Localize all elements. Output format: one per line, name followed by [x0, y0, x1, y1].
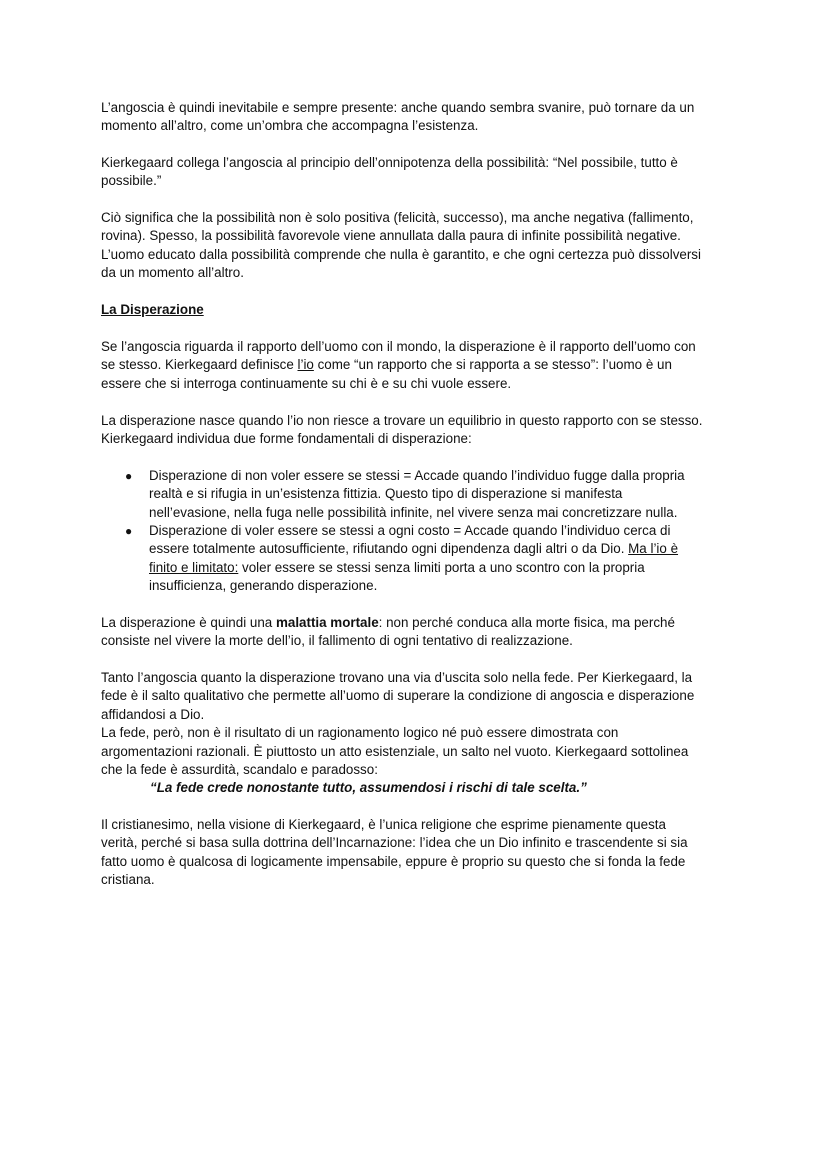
text-line: cristiana. — [101, 872, 155, 888]
text-line: fatto uomo è qualcosa di logicamente impensabile, eppure è proprio su questo che si fonda la fede — [101, 853, 686, 869]
section-heading — [101, 301, 731, 319]
text-line: Kierkegaard individua due forme fondamentali di disperazione: — [101, 431, 472, 447]
text-line: Disperazione di non voler essere se stessi = Accade quando l’individuo fugge dalla propria — [149, 468, 685, 483]
text-run: se stesso. Kierkegaard definisce — [101, 357, 298, 373]
text-line: Se l’angoscia riguarda il rapporto dell’uomo con il mondo, la disperazione è il rapporto dell’uomo con — [101, 339, 696, 354]
text-line: L’angoscia è quindi inevitabile e sempre presente: anche quando sembra svanire, può tornare da un — [101, 100, 695, 115]
list-item-text — [149, 467, 729, 522]
text-line — [101, 356, 731, 374]
quote-text: “La fede crede nonostante tutto, assumendosi i rischi di tale scelta.” — [150, 780, 587, 795]
text-line: verità, perché si basa sulla dottrina dell’Incarnazione: l’idea che un Dio infinito e trascendente si sia — [101, 835, 688, 851]
text-line: consiste nel vivere la morte dell’io, il fallimento di ogni tentativo di realizzazione. — [101, 633, 573, 649]
text-line: che la fede è assurdità, scandalo e paradosso: — [101, 762, 378, 778]
text-run: come “un rapporto che si rapporta a se stesso”: l’uomo è un — [313, 357, 672, 373]
text-line: da un momento all’altro. — [101, 265, 244, 281]
text-line: Disperazione di voler essere se stessi a ogni costo = Accade quando l’individuo cerca di — [149, 523, 671, 538]
paragraph-onnipotenza-possibilita — [101, 154, 731, 191]
text-run: : non perché conduca alla morte fisica, ma perché — [378, 615, 675, 630]
text-line: La fede, però, non è il risultato di un ragionamento logico né può essere dimostrata con — [101, 725, 619, 741]
underlined-term-io: l’io — [297, 357, 314, 373]
paragraph-forme-disperazione — [101, 412, 731, 449]
paragraph-fede — [101, 669, 731, 779]
text-line: L’uomo educato dalla possibilità comprende che nulla è garantito, e che ogni certezza può dissolversi — [101, 246, 701, 262]
list-item-text — [149, 522, 729, 596]
bold-term: malattia mortale — [275, 615, 379, 630]
text-line — [149, 559, 729, 577]
paragraph-possibilita-negativa — [101, 209, 731, 283]
text-line — [149, 540, 729, 558]
underlined-text: Ma l’io è — [628, 541, 679, 557]
text-line: affidandosi a Dio. — [101, 706, 205, 722]
text-line: insufficienza, generando disperazione. — [149, 578, 378, 594]
bullet-icon: ● — [125, 469, 133, 483]
text-line: nell’evasione, nella fuga nelle possibilità infinite, nel vivere senza mai concretizzare nulla. — [149, 504, 678, 520]
text-run: La disperazione è quindi una — [101, 615, 276, 630]
text-line: essere che si interroga continuamente su chi è e su chi vuole essere. — [101, 375, 512, 391]
text-line: Kierkegaard collega l’angoscia al principio dell’onnipotenza della possibilità: “Nel possibile, tutto è — [101, 155, 678, 170]
underlined-text: finito e limitato: — [149, 559, 239, 575]
text-line — [101, 614, 731, 632]
text-line: argomentazioni razionali. È piuttosto un atto esistenziale, un salto nel vuoto. Kierkegaard sottolinea — [101, 743, 689, 759]
bullet-icon: ● — [125, 524, 133, 538]
paragraph-angoscia-inevitabile — [101, 99, 731, 136]
text-line: La disperazione nasce quando l’io non riesce a trovare un equilibrio in questo rapporto con se stesso. — [101, 413, 703, 428]
text-line: Il cristianesimo, nella visione di Kierkegaard, è l’unica religione che esprime pienamente questa — [101, 817, 666, 832]
text-line: possibile.” — [101, 173, 162, 189]
paragraph-cristianesimo — [101, 816, 731, 890]
text-line: realtà e si rifugia in un’esistenza fittizia. Questo tipo di disperazione si manifesta — [149, 486, 623, 502]
text-line: momento all’altro, come un’ombra che accompagna l’esistenza. — [101, 118, 479, 134]
paragraph-malattia-mortale — [101, 614, 731, 651]
text-line: rovina). Spesso, la possibilità favorevole viene annullata dalla paura di infinite possibilità negative. — [101, 228, 681, 244]
text-run: voler essere se stessi senza limiti porta a uno scontro con la propria — [238, 559, 645, 575]
text-line: fede è il salto qualitativo che permette all’uomo di superare la condizione di angoscia e disperazione — [101, 688, 695, 704]
text-line: Tanto l’angoscia quanto la disperazione trovano una via d’uscita solo nella fede. Per Kierkegaard, la — [101, 670, 693, 685]
paragraph-disperazione-intro — [101, 338, 731, 393]
text-run: essere totalmente autosufficiente, rifiutando ogni dipendenza dagli altri o da Dio. — [149, 541, 629, 557]
section-heading-text: La Disperazione — [101, 302, 204, 317]
block-quote — [150, 779, 780, 797]
text-line: Ciò significa che la possibilità non è solo positiva (felicità, successo), ma anche negativa (fallimento, — [101, 210, 694, 225]
